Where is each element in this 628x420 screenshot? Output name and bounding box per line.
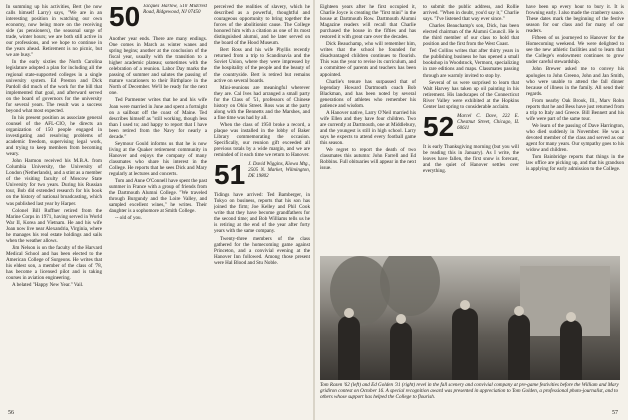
paragraph: -- old of you. xyxy=(115,215,142,222)
person-figure xyxy=(390,322,412,380)
class-note-header xyxy=(423,110,519,142)
person-head xyxy=(396,314,406,324)
person-head xyxy=(566,312,576,322)
paragraph: Bert Ross and his wife Phyllis recently returned from a trip to Scandinavia and the Soviet Union, where they were impressed by the hospitality of the people and the beauty of the countryside. Bert is retired but remains active on several boards. xyxy=(214,47,310,84)
paragraph: John Harmon received his M.B.A. from Columbia University, the University of London (Netherlands), and a stint as a member of the visiting faculty of Moscow State University for two years. During his Russian tour, Bob did extended research for his book on the history of national broadcasting, which was published last year by Harper. xyxy=(6,158,102,207)
paragraph: Another year ends. There are many endings. One comes in March as winter wanes and spring begins; another at the conclusion of the fiscal year, usually with the transition to a higher academic plateau; sometimes with the celebration of a reunion. Labor Day marks the passing of summer and salutes the passing of mature vacationers to their Birthplace in the North of December. We'll be ready for the next one. xyxy=(109,36,207,97)
column-5 xyxy=(423,4,519,252)
person-head xyxy=(514,306,524,316)
class-secretary-info: Jacques Harlow, 510 Midcrest Road, Ridgewood, NJ 07450 xyxy=(143,4,207,15)
paragraph: When the class of 1950 broke a record, a plaque was installed in the lobby of Baker Library commemorating the occasion. Specifically, our reunion gift exceeded all previous totals by a wide margin, and we are reminded of it each time we return to Hanover. xyxy=(214,121,310,159)
paragraph: Eighteen years after he first occupied it, Charlie Joyce is creating the "first mini" in the house at Dartmouth Row. Dartmouth Alumni Magazine readers will recall that Charlie purchased the house in the fifties and has restored it with great care over the decades. xyxy=(320,4,416,41)
paragraph: perceived the realities of slavery, which he described as a powerful, thoughtful and courageous opportunity to bring together the forces of the abolitionist cause. The College honored him with a citation as one of its most distinguished alumni, and he later served on the board of the Hood Museum. xyxy=(214,4,310,47)
paragraph: In summing up his activities, Bert (he now calls himself Larry) says, "We are in an interesting position in watching our own economy, now being more on the receiving side (as pensioners), the seasonal surge of trade, winter hours; we are both still active in our professions, and we hope to continue in the years ahead. Retirement is no picnic, but we are busy." xyxy=(6,4,102,59)
paragraph: We learn of the passing of Dave Harrington, who died suddenly in November. He was a devoted member of the class and served as our agent for many years. Our sympathy goes to his widow and children. xyxy=(526,122,624,154)
paragraph: Mini-reunions are meaningful wherever they are. Cal Ives had arranged a small party for the Class of '51, professors of Chinese history on Ohio Street. Ross was at the party along with the Bennetts and the Marshes, and a fine time was had by all. xyxy=(214,84,310,121)
paragraph: Seymour Gould informs us that he is now living at the Quaker retirement community in Hanover and enjoys the company of many classmates who share his interest in the College. He reports that he sees Dick and Mary regularly at lectures and concerts. xyxy=(109,140,207,178)
paragraph: to submit the public address, and Rollie arrived. "When in doubt, you'd say it," Charlie says. "I've listened that way ever since." xyxy=(423,4,519,23)
class-number: 51 xyxy=(214,159,246,191)
paragraph: From nearby Oak Brook, Ill., Marv Rohn reports that he and Bess have just returned from a trip to Italy and Greece. Bill Bennett and his wife were part of the same tour. xyxy=(526,97,624,122)
page-gutter xyxy=(313,0,315,420)
paragraph: In his present position as associate general counsel of the AFL-CIO, he directs an organization of 150 people engaged in investigating and resolving problems of academic freedom, supervising legal work, and trying to keep members from becoming weary. xyxy=(6,114,102,158)
paragraph: In the early sixties the North Carolina legislature adopted a plan for including all the regional state-supported colleges in a single university system. Ed Preston and Dick Pardoll did much of the work for the bill that implemented that goal, and afterward served on the board of governors for the university for several years. The result was a success beyond what most expected. xyxy=(6,59,102,114)
paragraph: Ted Collins writes that after thirty years in the publishing business he has opened a small bookshop in Woodstock, Vermont, specializing in rare editions and maps. Classmates passing through are warmly invited to stop by. xyxy=(423,48,519,79)
paragraph: Jim Nelson is on the faculty of the Harvard Medical School and has been elected to the American College of Surgeons. He writes that his eldest son, a member of the class of '78, has become a licensed pilot and is taking courses in aviation engineering. xyxy=(6,244,102,282)
paragraph: John Brewer asked me to convey his apologies to John Greeno, John and Jan Smith, who were unable to attend the fall dinner because of illness in the family. All send their regards. xyxy=(526,66,624,97)
person-figure xyxy=(452,308,478,380)
paragraph: A Hanover native, Larry O'Neil married his wife Ellen and they have four children. Two are currently at Dartmouth, one at Middlebury, and the youngest is still in high school. Larry says he expects to attend every football game this season. xyxy=(320,109,416,147)
class-secretary-info: J. David Wiggins, Kiowa Mtg., 2505 N. Market, Wilmington, DE 19802 xyxy=(248,162,310,180)
person-head xyxy=(460,300,470,310)
column-3 xyxy=(214,4,310,408)
class-note-header xyxy=(109,4,207,34)
paragraph: We regret to report the death of two classmates this autumn: John Farrell and Ed Robbins. Full obituaries will appear in the next issue. xyxy=(320,147,416,172)
paragraph: Twenty-three members of the class gathered for the homecoming game against Princeton, and a convivial evening at the Hanover Inn followed. Among those present were Hal Blood and Stu Noble. xyxy=(214,235,310,266)
paragraph: Charlie's tenure has surpassed that of legendary Howard Dartmouth coach Bob Blackman, and has been noted by several generations of athletes who remember his patience and wisdom. xyxy=(320,78,416,109)
class-number: 52 xyxy=(423,110,455,142)
paragraph: It is early Thanksgiving morning (but you will be reading this in January). As I write, the leaves have fallen, the first snow is forecast, and the quiet of Hanover settles over everything. xyxy=(423,143,519,174)
reunion-photo xyxy=(320,256,620,380)
column-1 xyxy=(6,4,102,408)
tree-shape xyxy=(380,256,440,316)
paragraph: Colonel Bill Ruffner retired from the Marine Corps in 1971, having served in World War II, Korea and Vietnam. He and his wife Joan now live near Alexandria, Virginia, where he manages his real estate holdings and sails when the weather allows. xyxy=(6,207,102,244)
person-head xyxy=(344,308,354,318)
column-4 xyxy=(320,4,416,252)
class-note-header xyxy=(214,159,310,191)
page-number-right: 57 xyxy=(612,410,618,416)
person-figure xyxy=(560,320,582,380)
photo-caption: Tom Rozen '62 (left) and Ed Golden '31 (right) revel in the fall scenery and convivial company at pre-game festivities before the William and Mary gridiron contest on October 16. A special recognition award was presented in appreciation to Tom Golden, a professional photo-journalist, and to others whose support has helped the College to flourish. xyxy=(320,382,619,400)
paragraph: Tom and Anne O'Connell have spent the past summer in France with a group of friends from the Dartmouth Alumni College. "We traveled through Burgundy and the Loire Valley, and sampled excellent wines," he writes. Their daughter is a sophomore at Smith College. xyxy=(109,178,207,215)
column-2 xyxy=(109,4,207,408)
person-figure xyxy=(508,314,530,380)
paragraph: Fifteen of us journeyed to Hanover for the Homecoming weekend. We were delighted to see the new athletic facilities and to learn that the College's endowment continues to grow under careful stewardship. xyxy=(526,35,624,66)
person-figure xyxy=(338,316,360,380)
paragraph: Tom Bainbridge reports that things in the law office are picking up, and that his grandson is applying for early admission to the College. xyxy=(526,154,624,173)
page-number-left: 56 xyxy=(8,410,14,416)
paragraph: Charles Beauchamp's son, Dick, has been elected chairman of the Alumni Council. He is the third member of our class to hold that position and the first from the West Coast. xyxy=(423,23,519,48)
paragraph: A belated "Happy New Year." Vail. xyxy=(12,282,84,289)
paragraph: Tidings have arrived: Ted Bamberger, in Tokyo on business, reports that his son has joined the firm; Joe Kelley and Phil Cook write that they have become grandfathers for the second time; and Bob Williams tells us he is retiring at the end of the year after forty years with the same company. xyxy=(214,192,310,235)
class-secretary-info: Marcel C. Dave, 222 E. Chestnut Street, Chicago, IL 60611 xyxy=(457,113,519,131)
paragraph: have been up every hour to bury it. It is frowning early. I also made the cranberry sauce. These dates mark the beginning of the festive season for our class and for many of our readers. xyxy=(526,4,624,35)
paragraph: Several of us were surprised to learn that Walt Harvey has taken up oil painting in his retirement. His landscapes of the Connecticut River Valley were exhibited at the Hopkins Center last spring to considerable acclaim. xyxy=(423,79,519,110)
class-number: 50 xyxy=(109,4,141,32)
paragraph: Ted Parmenter writes that he and his wife Joan were married in June and spent a fortnight on a sailboat off the coast of Maine. Ted describes himself as "still working, though less than I used to; and happy to report that I have been retired from the Navy for nearly a decade." xyxy=(109,97,207,140)
paragraph: Dick Beauchamp, who will remember him, writes that the school he founded for disadvantaged children continues to flourish. This was the year to revise its curriculum, and a committee of parents and teachers has been appointed. xyxy=(320,41,416,78)
